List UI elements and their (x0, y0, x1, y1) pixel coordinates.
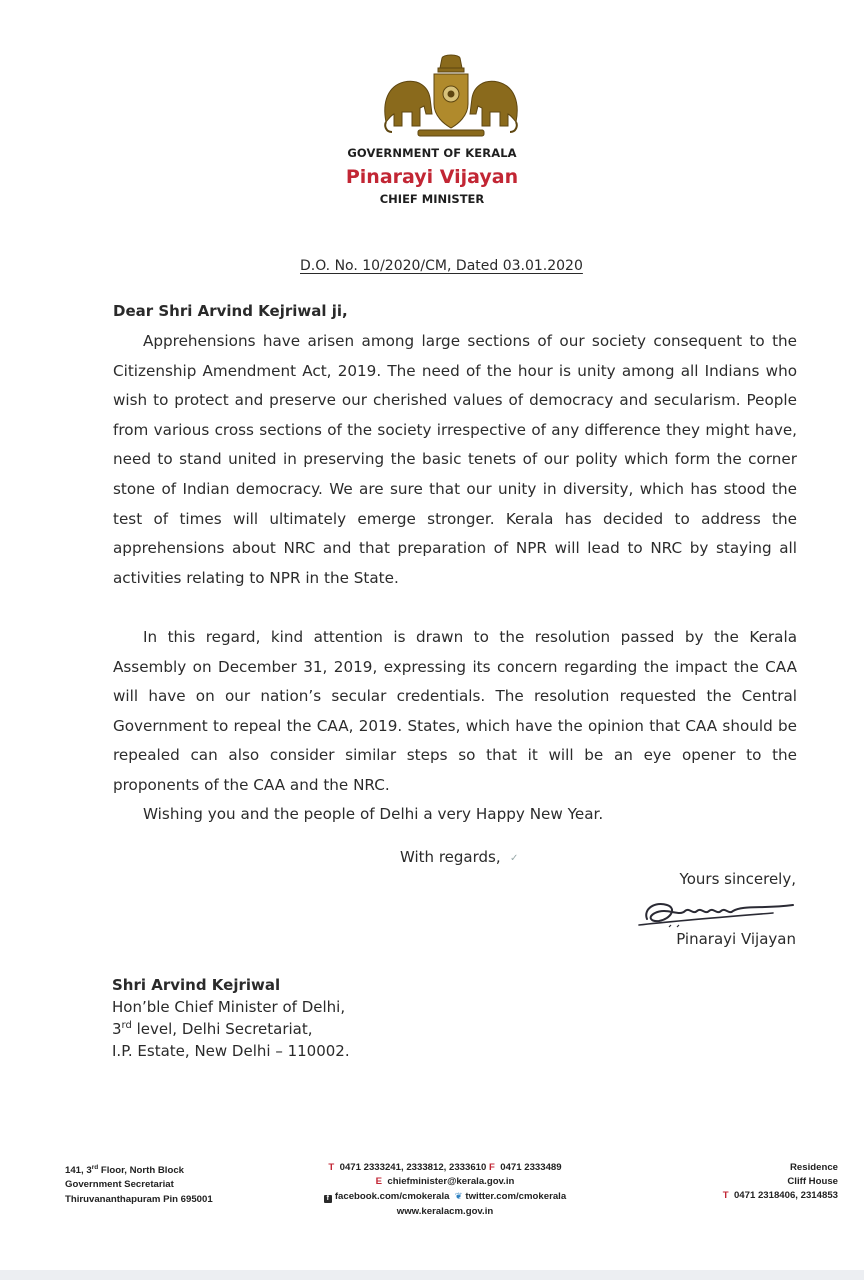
closing-sincerely: Yours sincerely, (679, 870, 796, 888)
residence-phone-line: T 0471 2318406, 2314853 (722, 1190, 838, 1202)
residence-name: Cliff House (787, 1176, 838, 1188)
body-paragraph-1: Apprehensions have arisen among large sections of our society consequent to the Citizenship Amendment Act, 2019. The need of the hour is unity among all Indians who wish to protect and preserve our cherished values of democracy and secularism. People from various cross sections of the society irrespective of any difference they might have, need to stand united in preserving the basic tenets of our polity which form the corner stone of Indian democracy. We are sure that our unity in diversity, which has stood the test of times will ultimately emerge stronger. Kerala has decided to address the apprehensions about NRC and that preparation of NPR will lead to NRC by staying all activities relating to NPR in the State. (113, 332, 797, 587)
facebook-link[interactable]: facebook.com/cmokerala (334, 1191, 450, 1203)
minister-name: Pinarayi Vijayan (345, 166, 519, 188)
email-link[interactable]: chiefminister@kerala.gov.in (387, 1176, 515, 1188)
office-address (65, 1161, 213, 1207)
pen-mark: ✓ (510, 853, 519, 864)
recipient-address-line: 3rd level, Delhi Secretariat, (112, 1020, 313, 1038)
residence-label: Residence (790, 1162, 838, 1173)
recipient-name: Shri Arvind Kejriwal (112, 976, 281, 994)
closing-regards: With regards, (400, 848, 501, 866)
twitter-link[interactable]: twitter.com/cmokerala (465, 1191, 567, 1203)
reference-number: D.O. No. 10/2020/CM, Dated 03.01.2020 (300, 258, 583, 274)
body-paragraph-3: Wishing you and the people of Delhi a very Happy New Year. (143, 805, 604, 823)
facebook-icon: f (324, 1195, 332, 1203)
bottom-edge (0, 1270, 864, 1280)
office-address-line-2: Government Secretariat (65, 1179, 174, 1191)
phone-fax-line: T 0471 2333241, 2333812, 2333610 F 0471 2333489 (328, 1162, 562, 1173)
office-address-line-1: 141, 3rd Floor, North Block (65, 1164, 185, 1177)
residence-address (723, 1161, 838, 1204)
recipient-city: I.P. Estate, New Delhi – 110002. (112, 1042, 350, 1060)
body-paragraph-2: In this regard, kind attention is drawn to the resolution passed by the Kerala Assembly on December 31, 2019, expressing its concern regarding the impact the CAA will have on our nation’s secular credentials. The resolution requested the Central Government to repeal the CAA, 2019. States, which have the opinion that CAA should be repealed can also consider similar steps so that it will be an eye opener to the proponents of the CAA and the NRC. (113, 628, 797, 794)
handwritten-signature (633, 895, 798, 933)
office-contact (300, 1161, 590, 1219)
social-line (300, 1189, 590, 1204)
kerala-emblem-icon (378, 52, 524, 142)
twitter-icon: ❦ (454, 1191, 463, 1202)
signer-name: Pinarayi Vijayan (676, 930, 796, 948)
recipient-designation: Hon’ble Chief Minister of Delhi, (112, 998, 346, 1016)
minister-title: CHIEF MINISTER (379, 192, 485, 206)
government-label: GOVERNMENT OF KERALA (347, 146, 517, 160)
email-line: E chiefminister@kerala.gov.in (375, 1176, 515, 1188)
salutation: Dear Shri Arvind Kejriwal ji, (113, 302, 348, 320)
office-address-line-3: Thiruvananthapuram Pin 695001 (65, 1193, 213, 1205)
website-link[interactable]: www.keralacm.gov.in (396, 1205, 494, 1217)
